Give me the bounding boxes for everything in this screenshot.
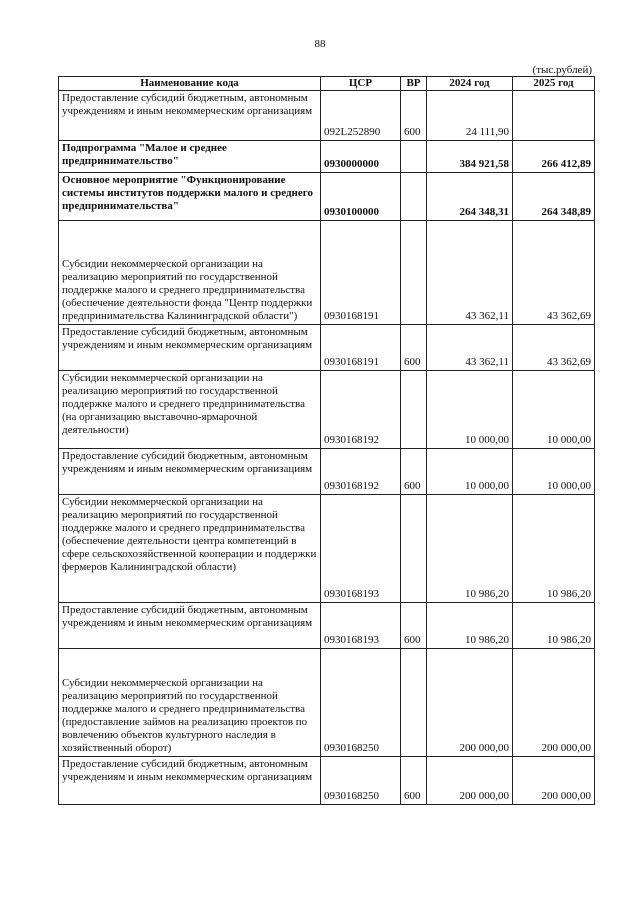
row-2024: 10 000,00 xyxy=(427,449,513,495)
table-row xyxy=(59,757,595,805)
row-2025: 266 412,89 xyxy=(513,141,595,173)
row-2024: 10 000,00 xyxy=(427,371,513,449)
row-csr: 0930168192 xyxy=(321,371,401,449)
row-name: Предоставление субсидий бюджетным, автономным учреждениям и иным некоммерческим организациям xyxy=(59,449,321,495)
table-row xyxy=(59,371,595,449)
row-name: Предоставление субсидий бюджетным, автономным учреждениям и иным некоммерческим организациям xyxy=(59,603,321,649)
row-vr: 600 xyxy=(401,449,427,495)
table-row xyxy=(59,603,595,649)
header-2024: 2024 год xyxy=(427,77,513,91)
row-csr: 0930168191 xyxy=(321,325,401,371)
table-row xyxy=(59,141,595,173)
row-csr: 0930168193 xyxy=(321,603,401,649)
row-vr xyxy=(401,495,427,603)
row-2025 xyxy=(513,91,595,141)
row-vr: 600 xyxy=(401,325,427,371)
row-2024: 43 362,11 xyxy=(427,325,513,371)
page-number: 88 xyxy=(314,38,326,50)
table-row xyxy=(59,221,595,325)
row-2025: 43 362,69 xyxy=(513,325,595,371)
row-name: Основное мероприятие "Функционирование системы институтов поддержки малого и среднего предпринимательства" xyxy=(59,173,321,221)
row-csr: 092L252890 xyxy=(321,91,401,141)
header-vr: ВР xyxy=(401,77,427,91)
row-name: Субсидии некоммерческой организации на реализацию мероприятий по государственной поддержке малого и среднего предпринимательства (предоставление займов на реализацию проектов по вовлечению объектов культурного наследия в хозяйственный оборот) xyxy=(59,649,321,757)
row-name: Подпрограмма "Малое и среднее предпринимательство" xyxy=(59,141,321,173)
row-vr xyxy=(401,221,427,325)
table-row xyxy=(59,649,595,757)
row-csr: 0930000000 xyxy=(321,141,401,173)
row-name: Субсидии некоммерческой организации на реализацию мероприятий по государственной поддержке малого и среднего предпринимательства (на организацию выставочно-ярмарочной деятельности) xyxy=(59,371,321,449)
row-csr: 0930168193 xyxy=(321,495,401,603)
budget-table xyxy=(58,76,595,805)
table-header-row xyxy=(59,77,595,91)
row-2024: 10 986,20 xyxy=(427,603,513,649)
table-row xyxy=(59,325,595,371)
row-vr xyxy=(401,173,427,221)
row-2025: 200 000,00 xyxy=(513,757,595,805)
row-csr: 0930168191 xyxy=(321,221,401,325)
row-vr: 600 xyxy=(401,757,427,805)
row-name: Субсидии некоммерческой организации на реализацию мероприятий по государственной поддержке малого и среднего предпринимательства (обеспечение деятельности центра компетенций в сфере сельскохозяйственной кооперации и поддержки фермеров Калининградской области) xyxy=(59,495,321,603)
row-csr: 0930168250 xyxy=(321,649,401,757)
row-name: Предоставление субсидий бюджетным, автономным учреждениям и иным некоммерческим организациям xyxy=(59,757,321,805)
row-2024: 200 000,00 xyxy=(427,649,513,757)
row-2024: 264 348,31 xyxy=(427,173,513,221)
row-vr xyxy=(401,371,427,449)
row-2025: 10 000,00 xyxy=(513,371,595,449)
row-2024: 10 986,20 xyxy=(427,495,513,603)
row-2025: 10 986,20 xyxy=(513,603,595,649)
row-2025: 10 000,00 xyxy=(513,449,595,495)
table-row xyxy=(59,91,595,141)
row-2025: 264 348,89 xyxy=(513,173,595,221)
row-vr xyxy=(401,141,427,173)
row-csr: 0930100000 xyxy=(321,173,401,221)
row-2025: 200 000,00 xyxy=(513,649,595,757)
row-2024: 24 111,90 xyxy=(427,91,513,141)
row-csr: 0930168250 xyxy=(321,757,401,805)
row-2025: 10 986,20 xyxy=(513,495,595,603)
table-row xyxy=(59,449,595,495)
header-csr: ЦСР xyxy=(321,77,401,91)
row-vr xyxy=(401,649,427,757)
row-name: Предоставление субсидий бюджетным, автономным учреждениям и иным некоммерческим организациям xyxy=(59,325,321,371)
row-name: Субсидии некоммерческой организации на реализацию мероприятий по государственной поддержке малого и среднего предпринимательства (обеспечение деятельности фонда "Центр поддержки предпринимательства Калининградской области") xyxy=(59,221,321,325)
row-vr: 600 xyxy=(401,603,427,649)
row-2024: 384 921,58 xyxy=(427,141,513,173)
header-2025: 2025 год xyxy=(513,77,595,91)
units-label: (тыс.рублей) xyxy=(532,64,592,76)
row-2025: 43 362,69 xyxy=(513,221,595,325)
table-row xyxy=(59,495,595,603)
row-name: Предоставление субсидий бюджетным, автономным учреждениям и иным некоммерческим организациям xyxy=(59,91,321,141)
table-row xyxy=(59,173,595,221)
header-name: Наименование кода xyxy=(59,77,321,91)
row-2024: 200 000,00 xyxy=(427,757,513,805)
row-vr: 600 xyxy=(401,91,427,141)
row-2024: 43 362,11 xyxy=(427,221,513,325)
row-csr: 0930168192 xyxy=(321,449,401,495)
